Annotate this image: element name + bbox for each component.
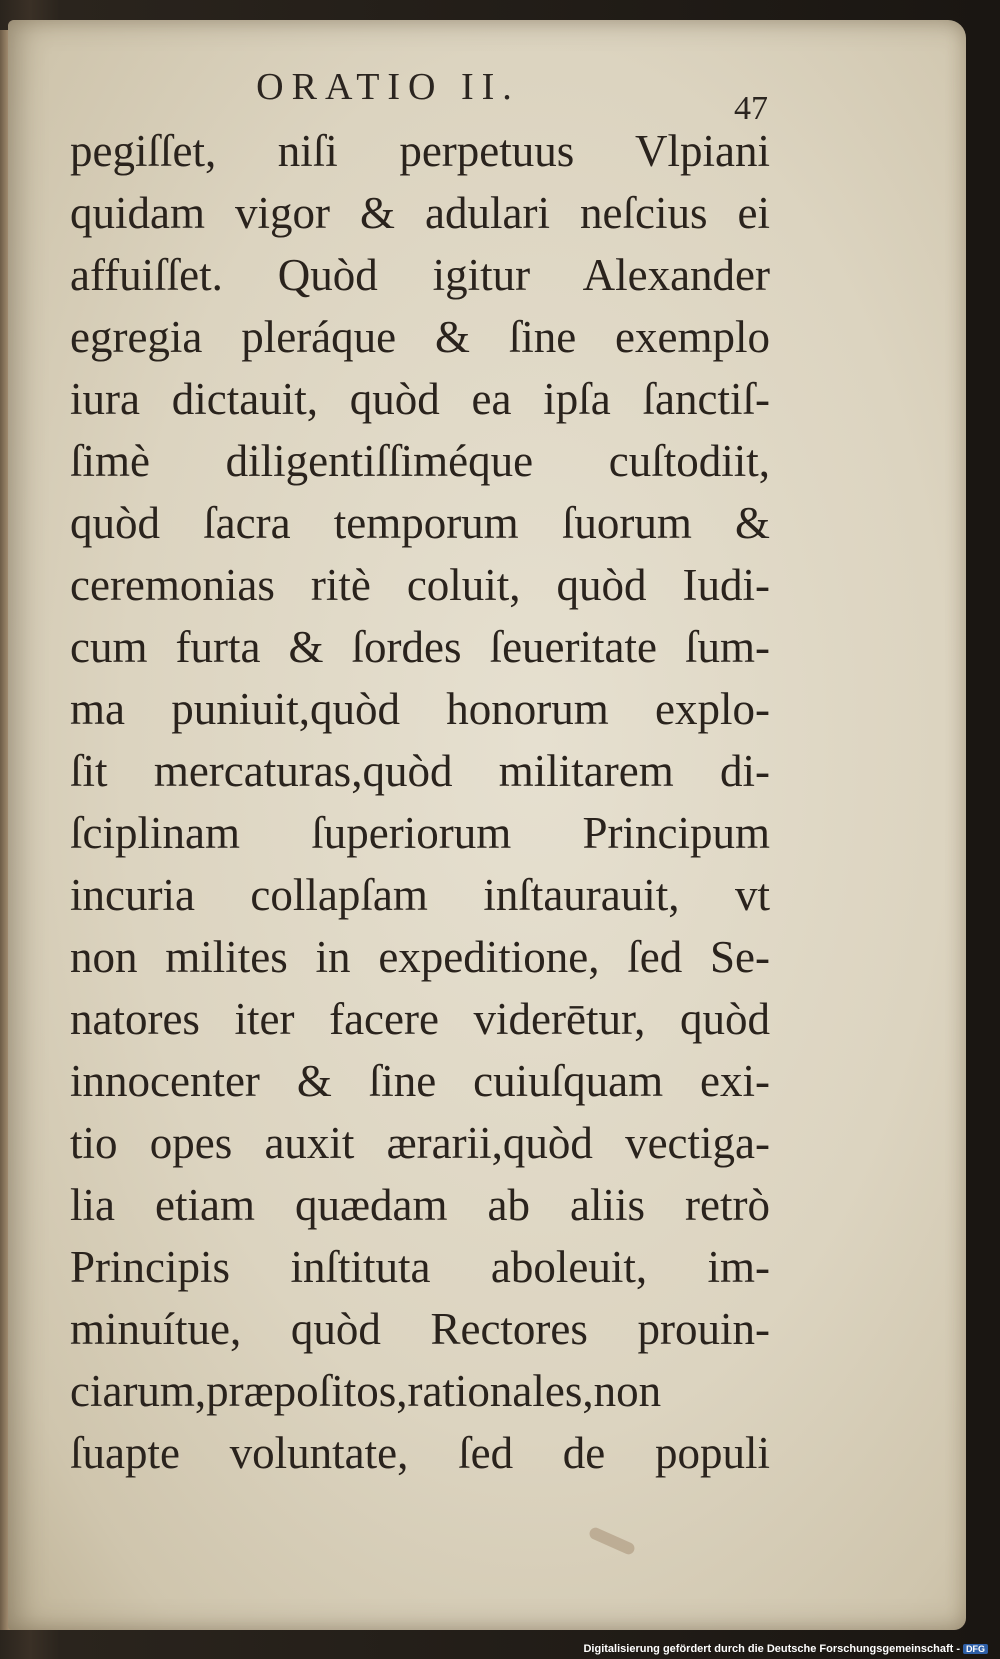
text-line: Principis inſtituta aboleuit, im- [70,1242,770,1292]
text-line: quidam vigor & adulari neſcius ei [70,188,770,238]
text-line: minuítue, quòd Rectores prouin- [70,1304,770,1354]
text-line: non milites in expeditione, ſed Se- [70,932,770,982]
text-line: lia etiam quædam ab aliis retrò [70,1180,770,1230]
text-line: affuiſſet. Quòd igitur Alexander [70,250,770,300]
running-head: ORATIO II. [256,66,520,108]
text-line: innocenter & ſine cuiuſquam exi- [70,1056,770,1106]
text-line: tio opes auxit ærarii,quòd vectiga- [70,1118,770,1168]
text-line: ceremonias ritè coluit, quòd Iudi- [70,560,770,610]
text-line: pegiſſet, niſi perpetuus Vlpiani [70,126,770,176]
book-page [8,20,966,1630]
text-line: cum furta & ſordes ſeueritate ſum- [70,622,770,672]
paper-stain [588,1526,637,1556]
text-line: ciarum,præpoſitos,rationales,non [70,1366,662,1416]
text-line: ſuapte voluntate, ſed de populi [70,1428,770,1478]
text-line: quòd ſacra temporum ſuorum & [70,498,770,548]
credit-text: Digitalisierung gefördert durch die Deutsche Forschungsgemeinschaft - [583,1643,960,1655]
text-line: iura dictauit, quòd ea ipſa ſanctiſ- [70,374,770,424]
page-number: 47 [734,90,768,127]
text-line: egregia pleráque & ſine exemplo [70,312,770,362]
text-line: ſit mercaturas,quòd militarem di- [70,746,770,796]
digitization-credit [583,1643,988,1655]
text-line: incuria collapſam inſtaurauit, vt [70,870,770,920]
text-line: ſimè diligentiſſiméque cuſtodiit, [70,436,770,486]
text-line: natores iter facere viderētur, quòd [70,994,770,1044]
text-line: ſciplinam ſuperiorum Principum [70,808,770,858]
dfg-logo: DFG [963,1644,988,1654]
text-block [70,120,770,1484]
text-line: ma puniuit,quòd honorum explo- [70,684,770,734]
